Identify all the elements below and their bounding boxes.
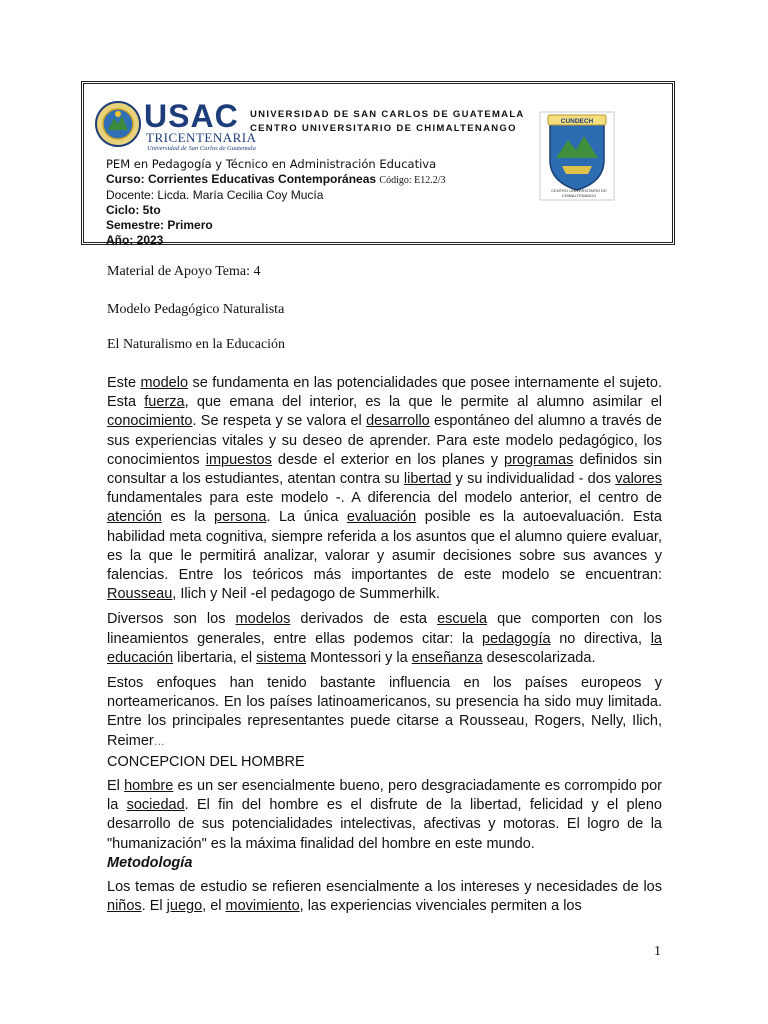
underlined-term: la educación xyxy=(107,630,662,666)
model-title: Modelo Pedagógico Naturalista xyxy=(107,302,285,317)
teacher-line: Docente: Licda. María Cecilia Coy Mucía xyxy=(106,188,324,202)
section-title: El Naturalismo en la Educación xyxy=(107,337,286,352)
body-block-3 xyxy=(107,878,662,922)
semester-line: Semestre: Primero xyxy=(106,218,213,232)
body-block-2 xyxy=(107,777,662,860)
paragraph-3 xyxy=(107,674,662,752)
cycle-line: Ciclo: 5to xyxy=(106,203,161,217)
paragraph-3-text: Estos enfoques han tenido bastante influencia en los países europeos y norteamericanos. En los países latinoamericanos, su presencia ha sido muy limitada. Entre los principales representantes puede citarse a Rousseau, Rogers, Nelly, Ilich, Reimer xyxy=(107,675,662,749)
underlined-term: enseñanza xyxy=(411,649,483,666)
underlined-term: conocimiento xyxy=(107,413,193,430)
crest-label: CENTRO UNIVERSITARIO DE CHIMALTENANGO xyxy=(551,188,607,198)
underlined-term: Rousseau xyxy=(107,586,173,603)
document-header xyxy=(81,81,675,245)
usac-tagline: TRICENTENARIA xyxy=(146,130,257,145)
underlined-term: fuerza xyxy=(144,394,185,411)
heading-metodologia: Metodología xyxy=(107,855,193,871)
underlined-term: programas xyxy=(504,451,574,468)
underlined-term: evaluación xyxy=(346,509,417,526)
university-name: UNIVERSIDAD DE SAN CARLOS DE GUATEMALA xyxy=(250,109,525,120)
underlined-term: modelos xyxy=(235,611,291,628)
center-name: CENTRO UNIVERSITARIO DE CHIMALTENANGO xyxy=(250,123,517,134)
usac-logo xyxy=(94,96,257,154)
underlined-term: niños xyxy=(107,898,142,915)
crest-banner-text: CUNDECH xyxy=(560,118,594,125)
year-line: Año: 2023 xyxy=(106,233,164,247)
course-code: Código: E12.2/3 xyxy=(379,175,446,186)
underlined-term: sociedad xyxy=(126,797,185,814)
underlined-term: movimiento xyxy=(225,898,300,915)
underlined-term: atención xyxy=(107,509,162,526)
underlined-term: hombre xyxy=(124,778,174,794)
course-info xyxy=(106,157,446,248)
underlined-term: libertad xyxy=(403,471,452,488)
paragraph-1: Este modelo se fundamenta en las potencialidades que posee internamente el sujeto. Esta fuerza, que emana del interior, es la que le permite al alumno asimilar el conocimiento. Se respeta y se valora el desarrollo espontáneo del alumno a través de sus experiencias vitales y su deseo de aprender. Para este modelo pedagógico, los conocimientos impuestos desde el exterior en los planes y programas definidos sin consultar a los estudiantes, atentan contra su libertad y su individualidad - dos valores fundamentales para este modelo -. A diferencia del modelo anterior, el centro de atención es la persona. La única evaluación posible es la autoevaluación. Esta habilidad meta cognitiva, siempre referida a los asuntos que el alumno quiere evaluar, es la que le permitirá analizar, valorar y asumir decisiones sobre sus avances y falencias. Entre los teóricos más importantes de este modelo se encuentran: Rousseau, Ilich y Neil -el pedagogo de Summerhilk. xyxy=(107,375,663,603)
paragraph-2: Diversos son los modelos derivados de esta escuela que comporten con los lineamientos generales, entre ellas podemos citar: la pedagogía no directiva, la educación libertaria, el sistema Montessori y la enseñanza desescolarizada. xyxy=(107,611,662,666)
underlined-term: sistema xyxy=(256,649,307,666)
program-line: PEM en Pedagogía y Técnico en Administración Educativa xyxy=(106,157,437,171)
course-line xyxy=(106,172,446,188)
heading-concepcion: CONCEPCION DEL HOMBRE xyxy=(107,754,305,770)
underlined-term: pedagogía xyxy=(482,630,551,647)
underlined-term: desarrollo xyxy=(366,413,430,430)
underlined-term: escuela xyxy=(437,611,488,628)
institution-names xyxy=(250,108,525,136)
paragraph-4: El hombre es un ser esencialmente bueno, pero desgraciadamente es corrompido por la sociedad. El fin del hombre es el disfrute de la libertad, felicidad y el pleno desarrollo de sus potencialidades intelectivas, afectivas y motoras. El logro de la "humanización" es la máxima finalidad del hombre en este mundo. xyxy=(107,778,662,852)
underlined-term: juego xyxy=(166,898,203,915)
material-title: Material de Apoyo Tema: 4 xyxy=(107,264,261,279)
usac-subtitle: Universidad de San Carlos de Guatemala xyxy=(147,145,256,152)
underlined-term: valores xyxy=(615,471,662,488)
underlined-term: impuestos xyxy=(205,451,272,468)
usac-seal-icon xyxy=(94,100,142,148)
page-number: 1 xyxy=(654,944,661,959)
underlined-term: modelo xyxy=(140,375,189,391)
paragraph-3-ellipsis: … xyxy=(153,735,165,748)
paragraph-5: Los temas de estudio se refieren esencialmente a los intereses y necesidades de los niños. El juego, el movimiento, las experiencias vivenciales permiten a los xyxy=(107,879,662,915)
course-label: Curso: Corrientes Educativas Contemporáneas xyxy=(106,172,377,186)
usac-wordmark: USAC xyxy=(144,98,239,134)
body-block-1 xyxy=(107,374,662,758)
underlined-term: persona xyxy=(214,509,267,526)
